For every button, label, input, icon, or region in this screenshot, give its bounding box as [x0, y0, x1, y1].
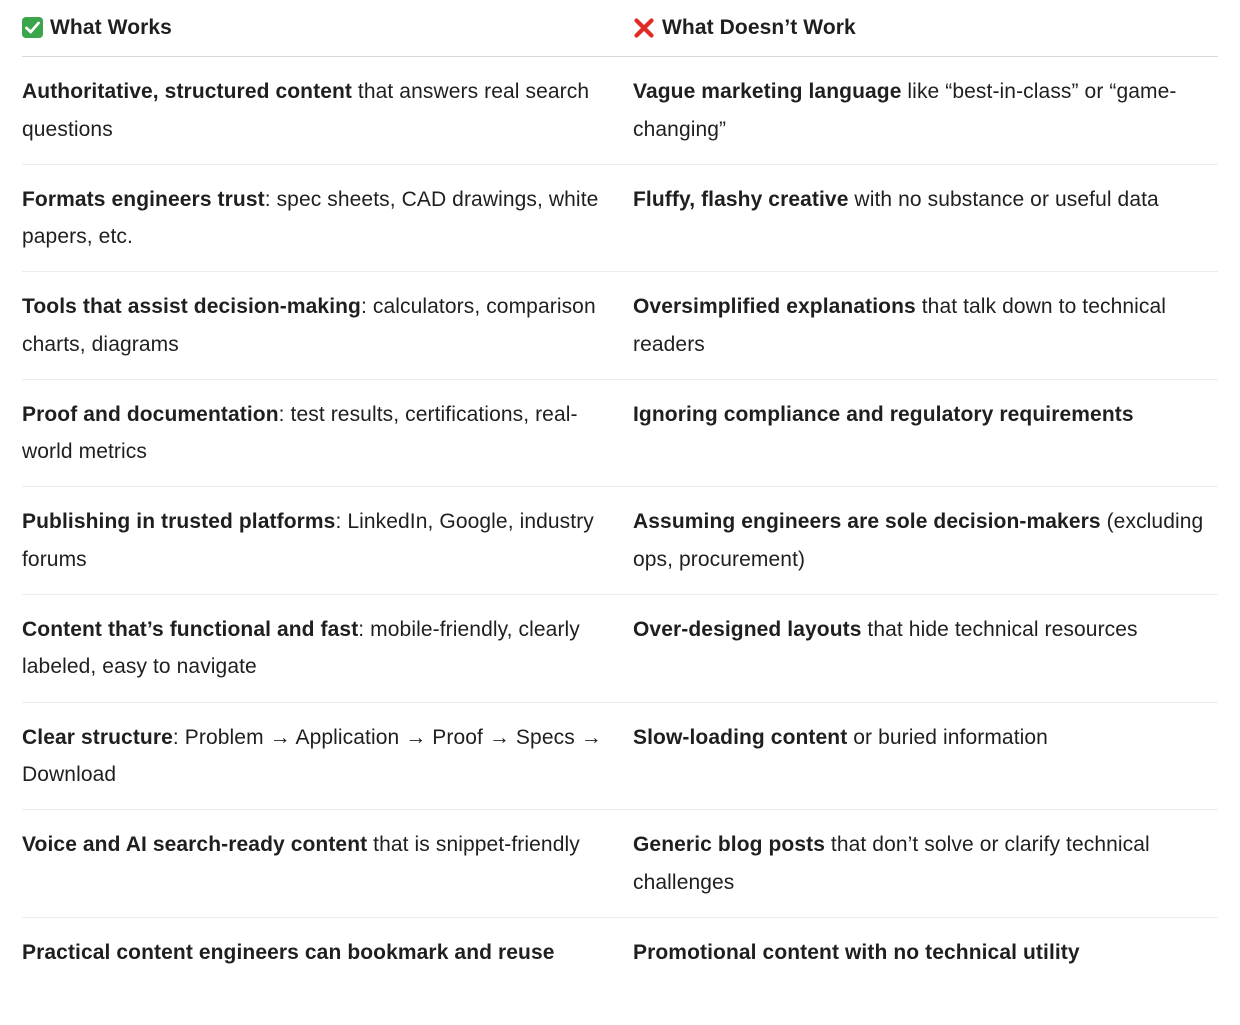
doesnt-work-cell-text: that don’t solve or clarify technical challenges	[633, 833, 1150, 894]
works-cell-bold: Publishing in trusted platforms	[22, 510, 336, 534]
cross-mark-icon	[633, 17, 655, 39]
doesnt-work-cell-text: (excluding ops, procurement)	[633, 510, 1204, 571]
doesnt-work-cell	[633, 272, 1218, 379]
works-cell	[22, 57, 633, 164]
doesnt-work-cell-bold: Slow-loading content	[633, 725, 848, 749]
doesnt-work-cell-bold: Oversimplified explanations	[633, 295, 916, 319]
works-cell-text: : LinkedIn, Google, industry forums	[22, 510, 594, 571]
works-cell-bold: Proof and documentation	[22, 402, 279, 426]
doesnt-work-cell-bold: Vague marketing language	[633, 80, 902, 103]
works-cell-bold: Content that’s functional and fast	[22, 617, 359, 641]
doesnt-work-cell-bold: Assuming engineers are sole decision-makers	[633, 510, 1101, 534]
works-cell-bold: Practical content engineers can bookmark and reuse	[22, 940, 555, 964]
works-cell	[22, 380, 633, 487]
works-cell	[22, 703, 633, 810]
table-row	[22, 487, 1218, 595]
works-cell-bold: Authoritative, structured content	[22, 80, 352, 103]
doesnt-work-cell	[633, 595, 1218, 702]
doesnt-work-column-title: What Doesn’t Work	[662, 16, 856, 39]
works-cell-text: that answers real search questions	[22, 80, 590, 141]
works-cell	[22, 165, 633, 272]
table-row	[22, 703, 1218, 811]
works-cell-bold: Tools that assist decision-making	[22, 295, 361, 319]
table-row	[22, 165, 1218, 273]
works-cell	[22, 487, 633, 594]
table-row	[22, 380, 1218, 488]
doesnt-work-cell-bold: Promotional content with no technical utility	[633, 940, 1080, 964]
doesnt-work-cell	[633, 380, 1218, 487]
check-mark-icon	[22, 17, 43, 38]
table-row	[22, 272, 1218, 380]
works-cell-text: : spec sheets, CAD drawings, white papers, etc.	[22, 187, 599, 249]
table-header	[22, 0, 1218, 57]
table-row	[22, 595, 1218, 703]
doesnt-work-cell-bold: Ignoring compliance and regulatory requirements	[633, 402, 1134, 426]
works-cell-text: : test results, certifications, real-world metrics	[22, 402, 578, 464]
doesnt-work-cell-text: or buried information	[847, 725, 1048, 749]
works-cell	[22, 918, 633, 1025]
works-cell-bold: Formats engineers trust	[22, 187, 265, 211]
works-cell-text: : mobile-friendly, clearly labeled, easy to navigate	[22, 617, 580, 679]
doesnt-work-cell	[633, 165, 1218, 272]
works-cell-text: : Problem → Application → Proof → Specs → Download	[22, 725, 602, 787]
works-cell	[22, 810, 633, 917]
works-cell-text: that is snippet-friendly	[367, 833, 580, 857]
table-row	[22, 57, 1218, 165]
works-cell-bold: Voice and AI search-ready content	[22, 833, 368, 857]
table-row	[22, 918, 1218, 1025]
table-row	[22, 810, 1218, 918]
doesnt-work-cell	[633, 57, 1218, 164]
comparison-table	[22, 0, 1218, 1025]
doesnt-work-cell	[633, 810, 1218, 917]
works-cell-text: : calculators, comparison charts, diagrams	[22, 295, 596, 356]
doesnt-work-cell-bold: Generic blog posts	[633, 833, 825, 857]
doesnt-work-cell-bold: Fluffy, flashy creative	[633, 187, 849, 211]
doesnt-work-cell-text: like “best-in-class” or “game-changing”	[633, 80, 1177, 141]
doesnt-work-cell	[633, 703, 1218, 810]
doesnt-work-cell	[633, 918, 1218, 1025]
doesnt-work-cell-bold: Over-designed layouts	[633, 617, 862, 641]
works-cell-bold: Clear structure	[22, 725, 173, 749]
works-cell	[22, 595, 633, 702]
works-column-title: What Works	[50, 16, 172, 39]
doesnt-work-column-header	[633, 16, 1218, 40]
works-column-header	[22, 16, 633, 40]
doesnt-work-cell-text: that talk down to technical readers	[633, 295, 1167, 356]
works-cell	[22, 272, 633, 379]
doesnt-work-cell	[633, 487, 1218, 594]
doesnt-work-cell-text: that hide technical resources	[861, 617, 1138, 641]
doesnt-work-cell-text: with no substance or useful data	[848, 187, 1159, 211]
